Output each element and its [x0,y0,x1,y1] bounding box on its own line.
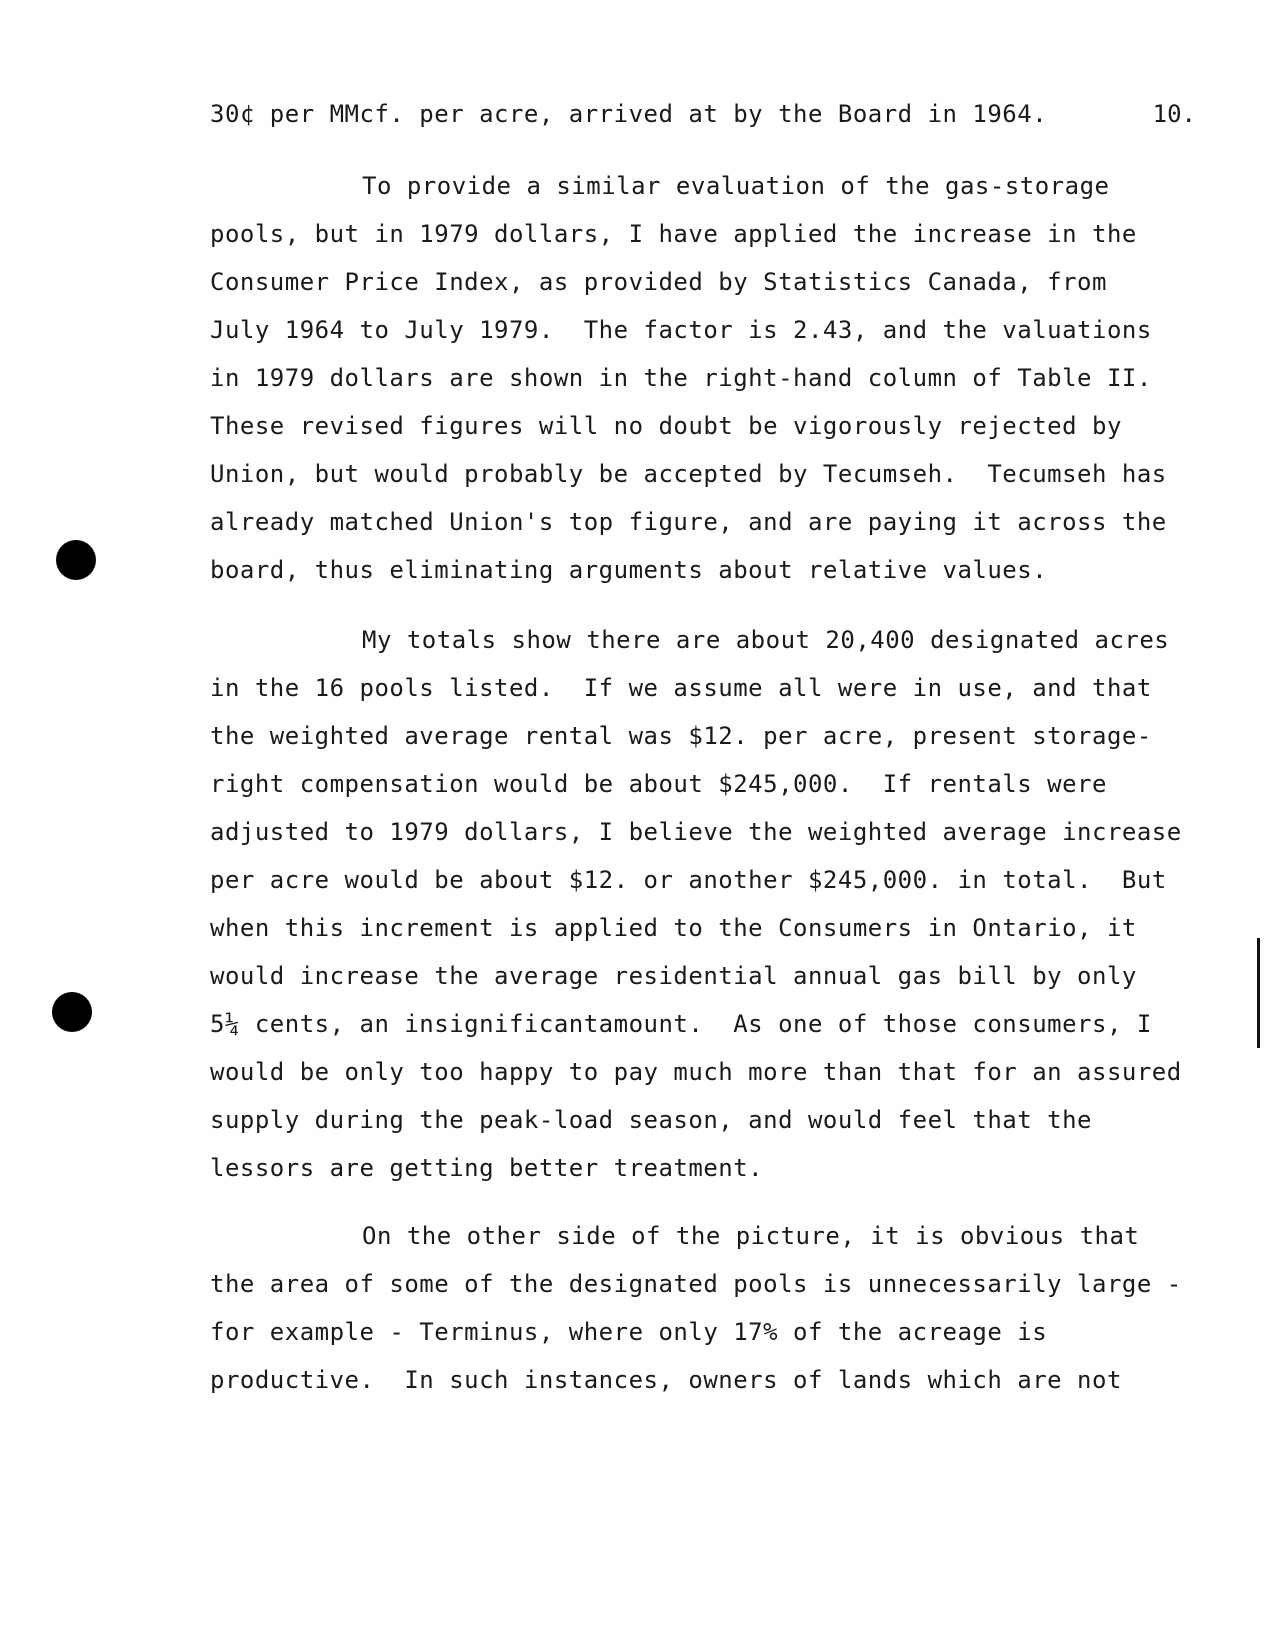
paragraph-line: pools, but in 1979 dollars, I have applied the increase in the [210,220,1137,248]
paragraph-other-side [210,1222,1190,1414]
paragraph-line: On the other side of the picture, it is obvious that [362,1222,1140,1250]
header-line: 30¢ per MMcf. per acre, arrived at by the Board in 1964. [210,100,1048,128]
paragraph-line: 5¼ cents, an insignificantamount. As one of those consumers, I [210,1010,1152,1038]
paragraph-line: in the 16 pools listed. If we assume all were in use, and that [210,674,1152,702]
paragraph-line: already matched Union's top figure, and are paying it across the [210,508,1167,536]
paragraph-line: supply during the peak-load season, and would feel that the [210,1106,1093,1134]
paragraph-line: per acre would be about $12. or another $245,000. in total. But [210,866,1167,894]
paragraph-line: board, thus eliminating arguments about relative values. [210,556,1048,584]
paragraph-line: These revised figures will no doubt be vigorously rejected by [210,412,1122,440]
paragraph-line: for example - Terminus, where only 17% of the acreage is [210,1318,1048,1346]
paragraph-line: July 1964 to July 1979. The factor is 2.43, and the valuations [210,316,1152,344]
paragraph-line: To provide a similar evaluation of the gas-storage [362,172,1110,200]
paragraph-line: productive. In such instances, owners of lands which are not [210,1366,1122,1394]
paragraph-line: in 1979 dollars are shown in the right-hand column of Table II. [210,364,1152,392]
punch-hole-bottom [52,992,92,1032]
paragraph-line: adjusted to 1979 dollars, I believe the weighted average increase [210,818,1182,846]
paragraph-acreage-totals [210,626,1190,1202]
paragraph-line: Consumer Price Index, as provided by Statistics Canada, from [210,268,1107,296]
paragraph-line: Union, but would probably be accepted by Tecumseh. Tecumseh has [210,460,1167,488]
paragraph-cpi-evaluation [210,172,1190,604]
paragraph-line: the weighted average rental was $12. per acre, present storage- [210,722,1152,750]
punch-hole-top [56,540,96,580]
paragraph-line: would increase the average residential annual gas bill by only [210,962,1137,990]
paragraph-line: when this increment is applied to the Consumers in Ontario, it [210,914,1137,942]
paragraph-line: would be only too happy to pay much more than that for an assured [210,1058,1182,1086]
paragraph-line: the area of some of the designated pools is unnecessarily large - [210,1270,1182,1298]
page-number: 10. [1152,100,1196,128]
scan-edge-mark [1257,938,1260,1048]
paragraph-line: lessors are getting better treatment. [210,1154,764,1182]
paragraph-line: My totals show there are about 20,400 designated acres [362,626,1170,654]
paragraph-line: right compensation would be about $245,000. If rentals were [210,770,1107,798]
